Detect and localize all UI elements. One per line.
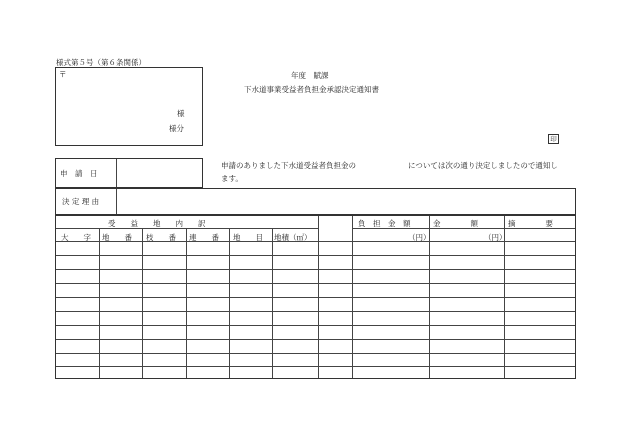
- honorific-sama: 様: [177, 109, 185, 118]
- col-renban: 連 番: [189, 233, 219, 242]
- land-breakdown-header: 受 益 地 内 訳: [108, 219, 206, 228]
- document-title: 下水道事業受益者負担金承認決定通知書: [244, 85, 379, 94]
- col-chiban: 地 番: [102, 233, 132, 242]
- col-oaza: 大 字: [61, 233, 91, 242]
- application-date-label: 申 請 日: [60, 169, 98, 178]
- burden-amount-header: 負 担 金 額: [358, 219, 411, 228]
- form-number: 様式第５号（第６条関係）: [56, 58, 146, 67]
- col-chiseki: 地積（㎡）: [274, 233, 312, 242]
- application-date-value: [116, 159, 202, 187]
- decision-reason-value: [116, 189, 574, 214]
- burden-unit: （円）: [408, 233, 431, 242]
- remarks-header: 摘 要: [508, 219, 553, 228]
- col-edaban: 枝 番: [146, 233, 176, 242]
- year-line: 年度 賦課: [291, 71, 329, 80]
- amount-header: 金 額: [433, 219, 478, 228]
- seal-mark: 印: [548, 134, 559, 144]
- notice-text-3: ます。: [221, 174, 243, 183]
- detail-table: [55, 215, 576, 379]
- amount-unit: （円）: [484, 233, 507, 242]
- notice-text-1: 申請のありました下水道受益者負担金の: [221, 161, 356, 170]
- col-chimoku: 地 目: [233, 233, 263, 242]
- postal-mark: 〒: [59, 70, 67, 79]
- honorific-bun: 様分: [169, 124, 184, 133]
- decision-reason-label: 決 定 理 由: [62, 197, 100, 206]
- notice-text-2: については次の通り決定しましたので通知し: [408, 161, 558, 170]
- address-box: [55, 67, 203, 146]
